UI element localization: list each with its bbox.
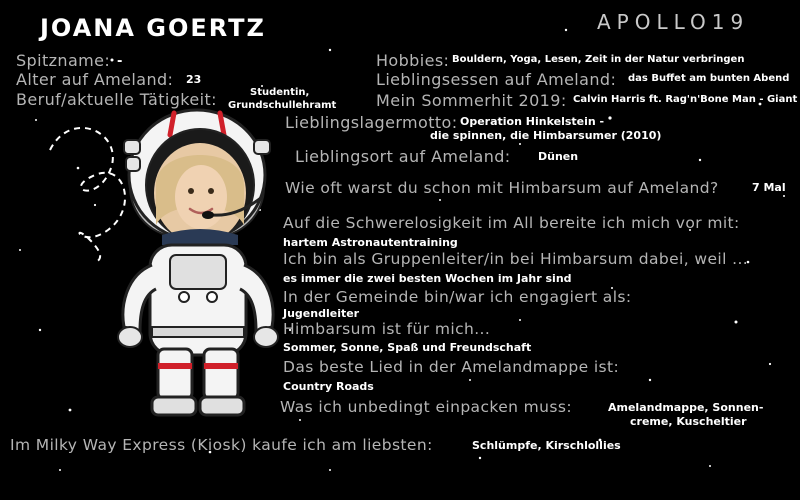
wie-oft-label: Wie oft warst du schon mit Himbarsum auf Ameland? bbox=[285, 179, 719, 197]
lieblingsessen-label: Lieblingsessen auf Ameland: bbox=[376, 70, 617, 89]
lagermotto-value-line1: Operation Hinkelstein - bbox=[460, 115, 605, 128]
lieblingsort-label: Lieblingsort auf Ameland: bbox=[295, 147, 511, 166]
wie-oft-value: 7 Mal bbox=[752, 181, 786, 194]
kiosk-label: Im Milky Way Express (Kiosk) kaufe ich am liebsten: bbox=[10, 436, 433, 454]
schwerelosigkeit-label: Auf die Schwerelosigkeit im All bereite ich mich vor mit: bbox=[283, 214, 740, 232]
gruppenleiter-value: es immer die zwei besten Wochen im Jahr sind bbox=[283, 272, 572, 285]
person-name: JOANA GOERTZ bbox=[40, 14, 266, 42]
gemeinde-value: Jugendleiter bbox=[283, 307, 360, 320]
alter-label: Alter auf Ameland: bbox=[16, 70, 174, 89]
beruf-value-line2: Grundschullehramt bbox=[228, 100, 337, 111]
einpacken-value-line1: Amelandmappe, Sonnen- bbox=[608, 401, 764, 414]
spitzname-label: Spitzname: bbox=[16, 51, 111, 70]
hobbies-value: Bouldern, Yoga, Lesen, Zeit in der Natur verbringen bbox=[452, 54, 745, 65]
lieblingsessen-value: das Buffet am bunten Abend bbox=[628, 73, 790, 84]
lied-label: Das beste Lied in der Amelandmappe ist: bbox=[283, 358, 620, 376]
lieblingsort-value: Dünen bbox=[538, 150, 579, 163]
lied-value: Country Roads bbox=[283, 380, 374, 393]
einpacken-label: Was ich unbedingt einpacken muss: bbox=[280, 398, 572, 416]
einpacken-value-line2: creme, Kuscheltier bbox=[630, 415, 747, 428]
apollo-logo: APOLLO19 bbox=[597, 10, 750, 34]
gruppenleiter-label: Ich bin als Gruppenleiter/in bei Himbarsum dabei, weil ... bbox=[283, 250, 749, 268]
himbarsum-value: Sommer, Sonne, Spaß und Freundschaft bbox=[283, 341, 532, 354]
alter-value: 23 bbox=[186, 73, 202, 86]
hobbies-label: Hobbies: bbox=[376, 51, 450, 70]
gemeinde-label: In der Gemeinde bin/war ich engagiert als: bbox=[283, 288, 632, 306]
beruf-value-line1: Studentin, bbox=[250, 87, 310, 98]
schwerelosigkeit-value: hartem Astronautentraining bbox=[283, 236, 458, 249]
sommerhit-label: Mein Sommerhit 2019: bbox=[376, 91, 567, 110]
himbarsum-label: Himbarsum ist für mich... bbox=[283, 320, 491, 338]
lagermotto-label: Lieblingslagermotto: bbox=[285, 113, 458, 132]
lagermotto-value-line2: die spinnen, die Himbarsumer (2010) bbox=[430, 129, 662, 142]
sommerhit-value: Calvin Harris ft. Rag'n'Bone Man - Giant bbox=[573, 94, 798, 105]
kiosk-value: Schlümpfe, Kirschlollies bbox=[472, 439, 621, 452]
astronaut-illustration bbox=[112, 105, 282, 425]
spitzname-value: - bbox=[117, 54, 123, 69]
beruf-label: Beruf/aktuelle Tätigkeit: bbox=[16, 90, 217, 109]
